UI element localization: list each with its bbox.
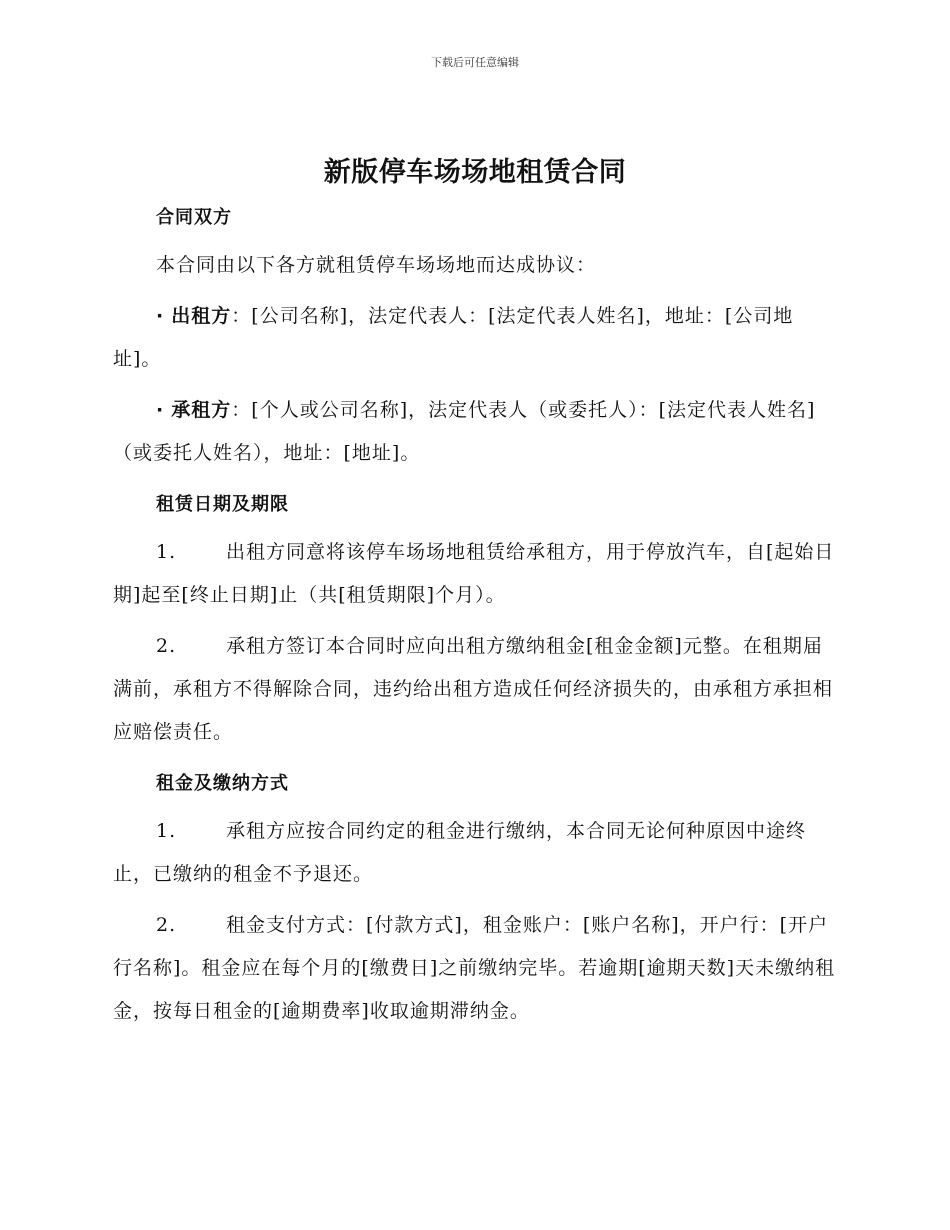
document-title: 新版停车场场地租赁合同 [323,157,627,188]
party-label-lessee: 承租方 [171,399,232,421]
party-bullet: · [156,399,165,421]
item-number: 1. [156,541,177,563]
lease-term-item-1 [113,531,837,617]
section-heading-rent-payment: 租金及缴纳方式 [156,773,289,794]
party-label-lessor: 出租方 [171,305,232,327]
item-number: 2. [156,914,177,936]
section-heading-lease-term: 租赁日期及期限 [156,494,289,515]
rent-payment-item-1 [113,810,837,896]
item-number: 1. [156,820,177,842]
item-text: 承租方应按合同约定的租金进行缴纳，本合同无论何种原因中途终止，已缴纳的租金不予退还。 [113,820,807,885]
party-bullet: · [156,305,165,327]
party-lessor [113,295,837,381]
item-text: 出租方同意将该停车场场地租赁给承租方，用于停放汽车，自[起始日期]起至[终止日期]止（共[租赁期限]个月）。 [113,541,835,606]
item-text: 承租方签订本合同时应向出租方缴纳租金[租金金额]元整。在租期届满前，承租方不得解除合同，违约给出租方造成任何经济损失的，由承租方承担相应赔偿责任。 [113,635,834,743]
party-text-lessee: ：[个人或公司名称]，法定代表人（或委托人）：[法定代表人姓名]（或委托人姓名），地址：[地址]。 [113,399,816,464]
lease-term-item-2 [113,625,837,754]
party-text-lessor: ：[公司名称]，法定代表人：[法定代表人姓名]，地址：[公司地址]。 [113,305,794,370]
item-text: 租金支付方式：[付款方式]，租金账户：[账户名称]，开户行：[开户行名称]。租金应在每个月的[缴费日]之前缴纳完毕。若逾期[逾期天数]天未缴纳租金，按每日租金的[逾期费率]收取逾期滞纳金。 [113,914,836,1022]
section-heading-parties: 合同双方 [156,207,232,228]
parties-intro: 本合同由以下各方就租赁停车场场地而达成协议： [156,254,597,276]
header-note: 下载后可任意编辑 [431,56,519,69]
document-body [113,196,837,1041]
item-number: 2. [156,635,177,657]
party-lessee [113,389,837,475]
rent-payment-item-2 [113,904,837,1033]
